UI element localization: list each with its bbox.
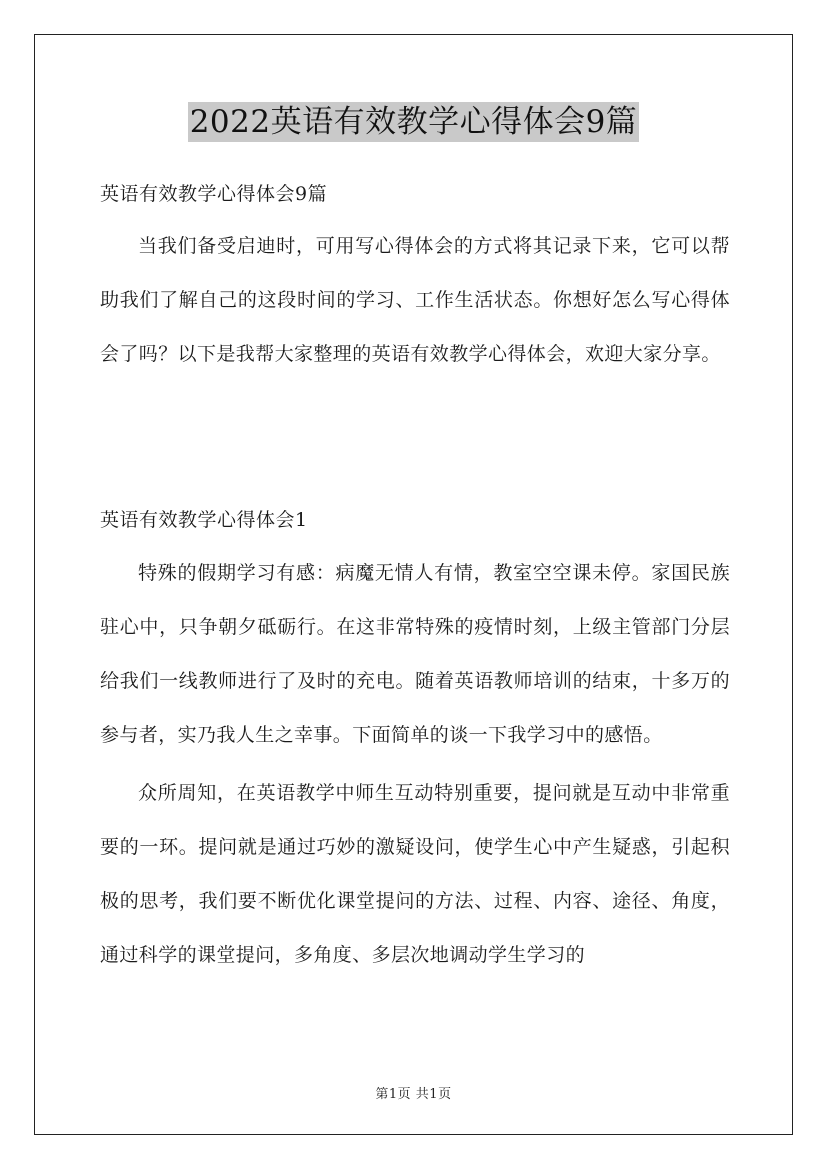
title-container — [0, 102, 827, 142]
page-footer: 第1页 共1页 — [375, 1087, 452, 1102]
section1-paragraph-1: 特殊的假期学习有感：病魔无情人有情，教室空空课未停。家国民族驻心中，只争朝夕砥砺行。在这非常特殊的疫情时刻，上级主管部门分层给我们一线教师进行了及时的充电。随着英语教师培训的结束，十多万的参与者，实乃我人生之幸事。下面简单的谈一下我学习中的感悟。 — [100, 562, 730, 746]
intro-heading: 英语有效教学心得体会9篇 — [100, 183, 328, 205]
section1-heading: 英语有效教学心得体会1 — [100, 509, 308, 531]
section1-body — [100, 546, 730, 982]
intro-section — [100, 219, 730, 381]
document-title: 2022英语有效教学心得体会9篇 — [189, 104, 638, 140]
section1-paragraph-2: 众所周知，在英语教学中师生互动特别重要，提问就是互动中非常重要的一环。提问就是通过巧妙的激疑设问，使学生心中产生疑惑，引起积极的思考，我们要不断优化课堂提问的方法、过程、内容、途径、角度，通过科学的课堂提问，多角度、多层次地调动学生学习的 — [100, 782, 730, 966]
intro-paragraph: 当我们备受启迪时，可用写心得体会的方式将其记录下来，它可以帮助我们了解自己的这段时间的学习、工作生活状态。你想好怎么写心得体会了吗？以下是我帮大家整理的英语有效教学心得体会，欢迎大家分享。 — [100, 235, 730, 365]
